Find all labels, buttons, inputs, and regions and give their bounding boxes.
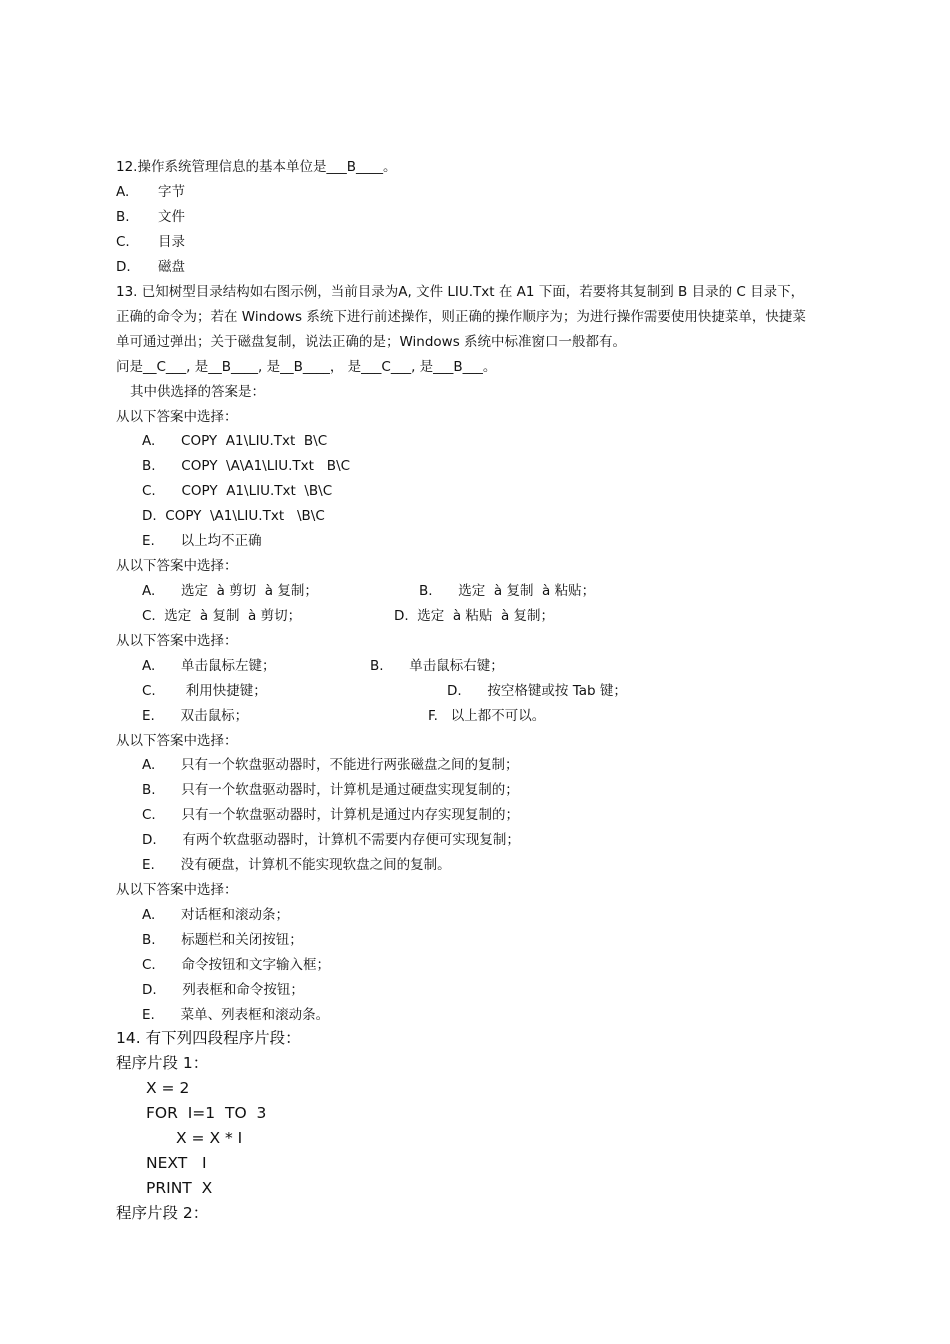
group3-option-f: F. 以上都不可以。 [428, 708, 546, 724]
q12-option-d-letter: D. [116, 259, 131, 275]
group2-option-b: B. 选定 à 复制 à 粘贴； [419, 583, 596, 599]
select-prompt: 从以下答案中选择： [116, 633, 238, 649]
group5-option-a: A. 对话框和滚动条； [142, 907, 290, 923]
group3-option-b: B. 单击鼠标右键； [370, 658, 504, 674]
q12-question: 12.操作系统管理信息的基本单位是___B____。 [116, 159, 397, 175]
q12-option-a-text: 字节 [158, 184, 185, 200]
group5-option-b: B. 标题栏和关闭按钮； [142, 932, 303, 948]
q12-option-c-text: 目录 [158, 234, 185, 250]
code-line: FOR I=1 TO 3 [146, 1104, 267, 1122]
code-line: X = X * I [176, 1129, 243, 1147]
group1-option-a: A. COPY A1\LIU.Txt B\C [142, 433, 328, 449]
group5-option-d: D. 列表框和命令按钮； [142, 982, 304, 998]
q12-option-c-letter: C. [116, 234, 130, 250]
select-prompt: 从以下答案中选择： [116, 558, 238, 574]
code-line: NEXT I [146, 1154, 207, 1172]
q13-choice-note: 其中供选择的答案是： [130, 384, 265, 400]
group2-option-a: A. 选定 à 剪切 à 复制； [142, 583, 318, 599]
group5-option-c: C. 命令按钮和文字输入框； [142, 957, 330, 973]
q12-option-a-letter: A. [116, 184, 130, 200]
q13-text-line3: 单可通过弹出；关于磁盘复制，说法正确的是；Windows 系统中标准窗口一般都有。 [116, 334, 627, 350]
group4-option-d: D. 有两个软盘驱动器时，计算机不需要内存便可实现复制； [142, 832, 520, 848]
group3-option-d: D. 按空格键或按 Tab 键； [447, 683, 627, 699]
select-prompt: 从以下答案中选择： [116, 733, 238, 749]
group5-option-e: E. 菜单、列表框和滚动条。 [142, 1007, 330, 1023]
group2-option-d: D. 选定 à 粘贴 à 复制； [394, 608, 555, 624]
group3-option-a: A. 单击鼠标左键； [142, 658, 276, 674]
group1-option-d: D. COPY \A1\LIU.Txt \B\C [142, 508, 325, 524]
group1-option-b: B. COPY \A\A1\LIU.Txt B\C [142, 458, 351, 474]
group3-option-e: E. 双击鼠标； [142, 708, 249, 724]
group4-option-b: B. 只有一个软盘驱动器时，计算机是通过硬盘实现复制的； [142, 782, 519, 798]
code-line: X = 2 [146, 1079, 190, 1097]
group4-option-a: A. 只有一个软盘驱动器时，不能进行两张磁盘之间的复制； [142, 757, 519, 773]
group2-option-c: C. 选定 à 复制 à 剪切； [142, 608, 302, 624]
group4-option-c: C. 只有一个软盘驱动器时，计算机是通过内存实现复制的； [142, 807, 519, 823]
q14-fragment1-label: 程序片段 1： [116, 1054, 209, 1072]
select-prompt: 从以下答案中选择： [116, 882, 238, 898]
q12-option-b-text: 文件 [158, 209, 185, 225]
select-prompt: 从以下答案中选择： [116, 409, 238, 425]
group3-option-c: C. 利用快捷键； [142, 683, 267, 699]
group4-option-e: E. 没有硬盘，计算机不能实现软盘之间的复制。 [142, 857, 451, 873]
group1-option-e: E. 以上均不正确 [142, 533, 262, 549]
q14-title: 14. 有下列四段程序片段： [116, 1029, 301, 1047]
code-line: PRINT X [146, 1179, 213, 1197]
q13-text-line1: 13. 已知树型目录结构如右图示例，当前目录为A, 文件 LIU.Txt 在 A1 下面，若要将其复制到 B 目录的 C 目录下， [116, 284, 805, 300]
q14-fragment2-label: 程序片段 2： [116, 1204, 209, 1222]
group1-option-c: C. COPY A1\LIU.Txt \B\C [142, 483, 333, 499]
q13-text-line2: 正确的命令为；若在 Windows 系统下进行前述操作，则正确的操作顺序为；为进行操作需要使用快捷菜单，快捷菜 [116, 309, 806, 325]
q13-answers-line: 问是__C___, 是__B____, 是__B____， 是___C___, 是___B___。 [116, 359, 497, 375]
q12-option-b-letter: B. [116, 209, 130, 225]
q12-option-d-text: 磁盘 [158, 259, 185, 275]
